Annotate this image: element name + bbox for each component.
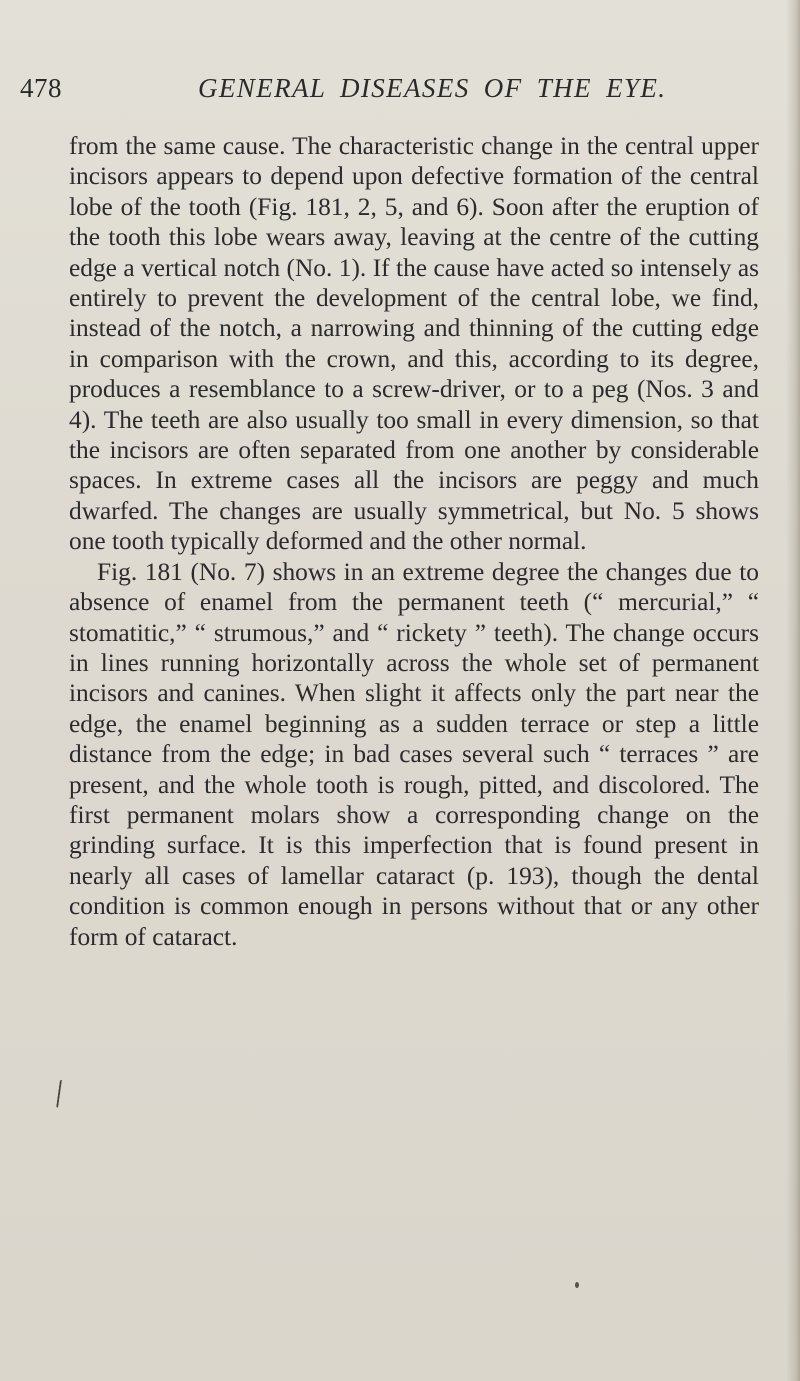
- ink-speck: [575, 1282, 579, 1288]
- body-text: [69, 131, 759, 952]
- page-header: [20, 73, 760, 113]
- running-head: GENERAL DISEASES OF THE EYE.: [198, 73, 667, 103]
- page-edge-shadow: [786, 0, 800, 1381]
- page-number: 478: [20, 73, 62, 103]
- paragraph-2: Fig. 181 (No. 7) shows in an extreme degree the changes due to absence of enamel from the permanent teeth (“ mercurial,” “ stomatitic,” “ strumous,” and “ rickety ” teeth). The change occurs in lines running horizontally across the whole set of permanent incisors and canines. When slight it affects only the part near the edge, the enamel beginning as a sudden terrace or step a little distance from the edge; in bad cases several such “ terraces ” are present, and the whole tooth is rough, pitted, and discolored. The first permanent molars show a corresponding change on the grinding surface. It is this imperfection that is found present in nearly all cases of lamellar cataract (p. 193), though the dental condition is common enough in persons without that or any other form of cataract.: [69, 557, 759, 951]
- paragraph-1: from the same cause. The characteristic change in the central upper incisors appears to depend upon defective formation of the central lobe of the tooth (Fig. 181, 2, 5, and 6). Soon after the eruption of the tooth this lobe wears away, leaving at the centre of the cutting edge a vertical notch (No. 1). If the cause have acted so intensely as entirely to prevent the development of the central lobe, we find, instead of the notch, a narrowing and thinning of the cutting edge in comparison with the crown, and this, according to its degree, produces a resemblance to a screw-driver, or to a peg (Nos. 3 and 4). The teeth are also usually too small in every dimension, so that the incisors are often separated from one another by considerable spaces. In extreme cases all the incisors are peggy and much dwarfed. The changes are usually symmetrical, but No. 5 shows one tooth typically deformed and the other normal.: [69, 132, 759, 556]
- margin-mark: [56, 1080, 66, 1109]
